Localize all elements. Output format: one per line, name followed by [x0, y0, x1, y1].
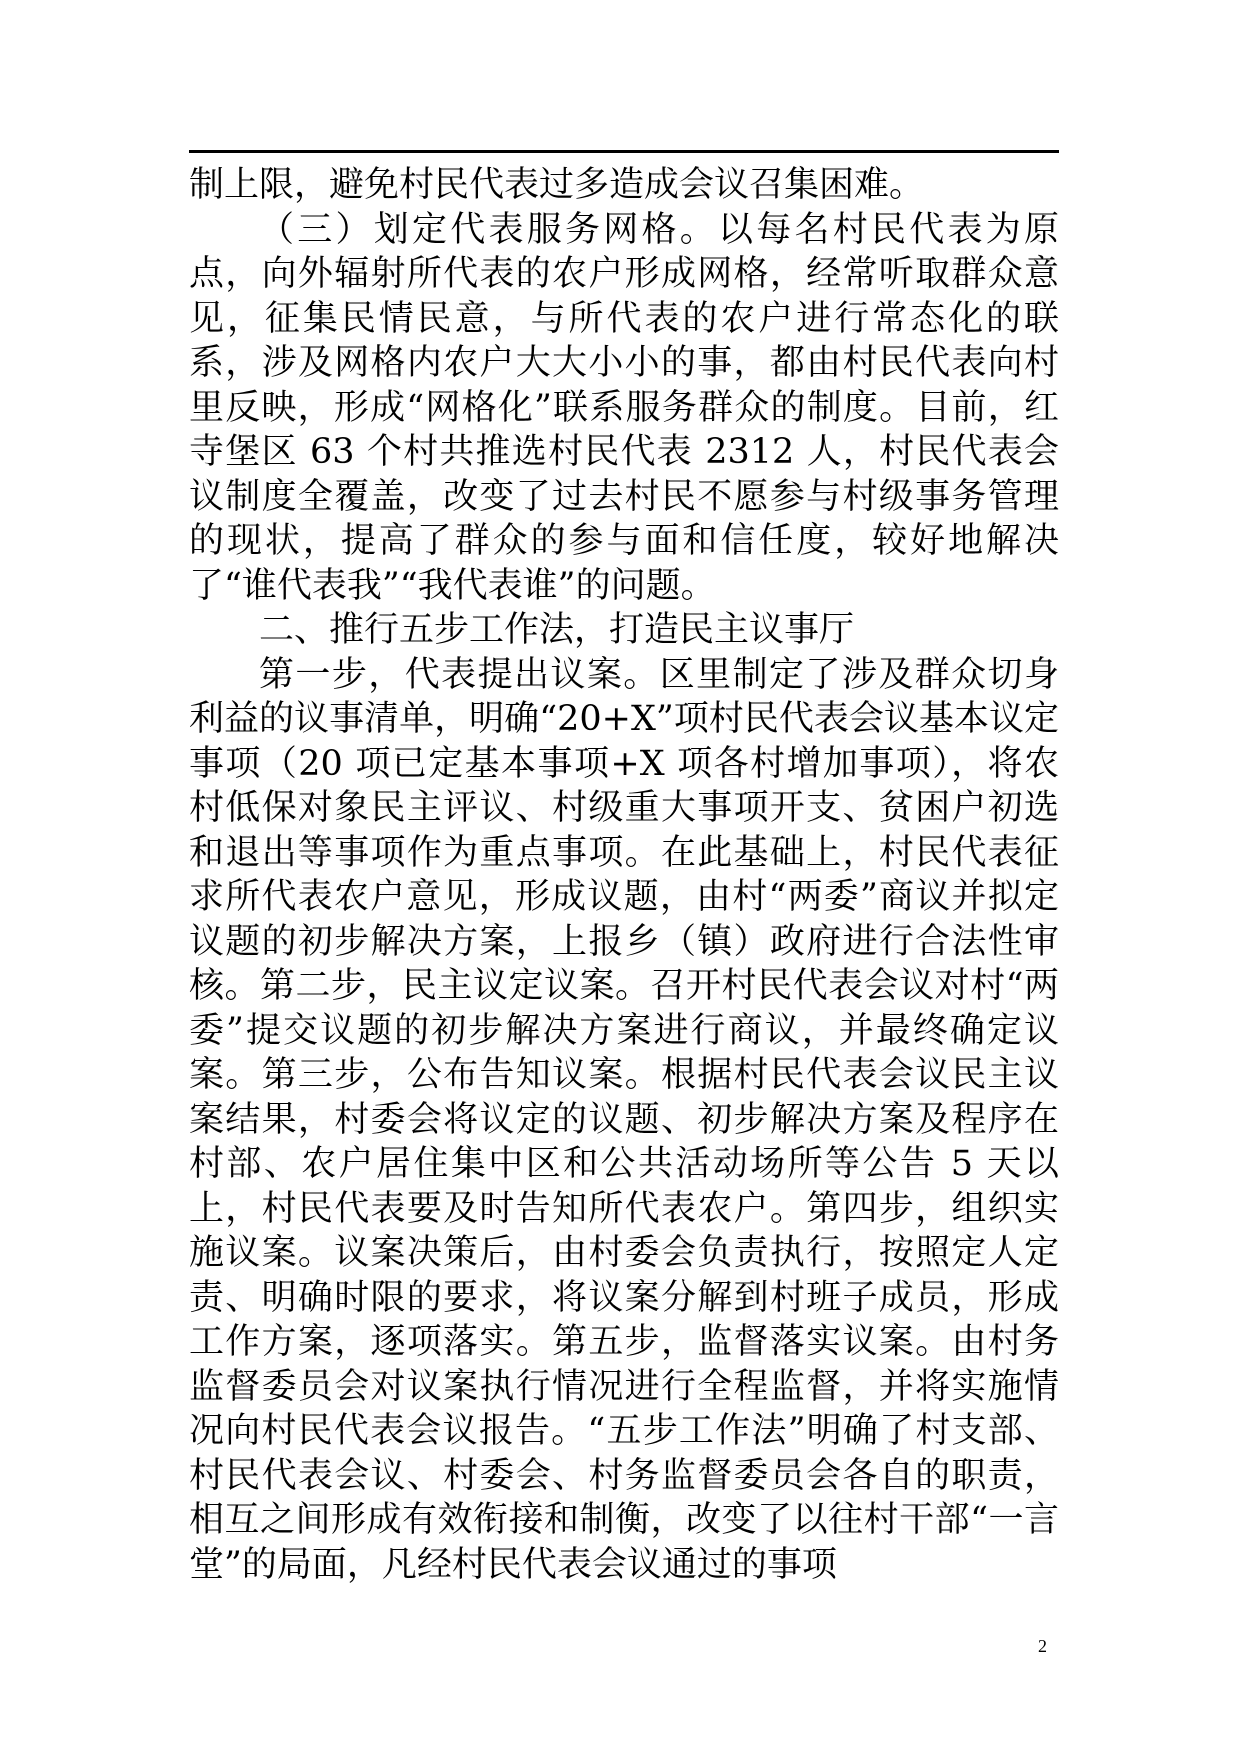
- paragraph: 第一步，代表提出议案。区里制定了涉及群众切身利益的议事清单，明确“20+X”项村民代表会议基本议定事项（20 项已定基本事项+X 项各村增加事项），将农村低保对象民主评议、村级重大事项开支、贫困户初选和退出等事项作为重点事项。在此基础上，村民代表征求所代表农户意见，形成议题，由村“两委”商议并拟定议题的初步解决方案，上报乡（镇）政府进行合法性审核。第二步，民主议定议案。召开村民代表会议对村“两委”提交议题的初步解决方案进行商议，并最终确定议案。第三步，公布告知议案。根据村民代表会议民主议案结果，村委会将议定的议题、初步解决方案及程序在村部、农户居住集中区和公共活动场所等公告 5 天以上，村民代表要及时告知所代表农户。第四步，组织实施议案。议案决策后，由村委会负责执行，按照定人定责、明确时限的要求，将议案分解到村班子成员，形成工作方案，逐项落实。第五步，监督落实议案。由村务监督委员会对议案执行情况进行全程监督，并将实施情况向村民代表会议报告。“五步工作法”明确了村支部、村民代表会议、村委会、村务监督委员会各自的职责，相互之间形成有效衔接和制衡，改变了以往村干部“一言堂”的局面，凡经村民代表会议通过的事项: [189, 654, 1059, 1585]
- paragraph: （三）划定代表服务网格。以每名村民代表为原点，向外辐射所代表的农户形成网格，经常听取群众意见，征集民情民意，与所代表的农户进行常态化的联系，涉及网格内农户大大小小的事，都由村民代表向村里反映，形成“网格化”联系服务群众的制度。目前，红寺堡区 63 个村共推选村民代表 2312 人，村民代表会议制度全覆盖，改变了过去村民不愿参与村级事务管理的现状，提高了群众的参与面和信任度，较好地解决了“谁代表我”“我代表谁”的问题。: [189, 209, 1059, 606]
- body-text: [189, 163, 1059, 1587]
- paragraph: 制上限，避免村民代表过多造成会议召集困难。: [189, 165, 925, 205]
- section-heading: 二、推行五步工作法，打造民主议事厅: [259, 610, 855, 650]
- page-number: 2: [1038, 1636, 1047, 1656]
- header-rule: [189, 150, 1059, 153]
